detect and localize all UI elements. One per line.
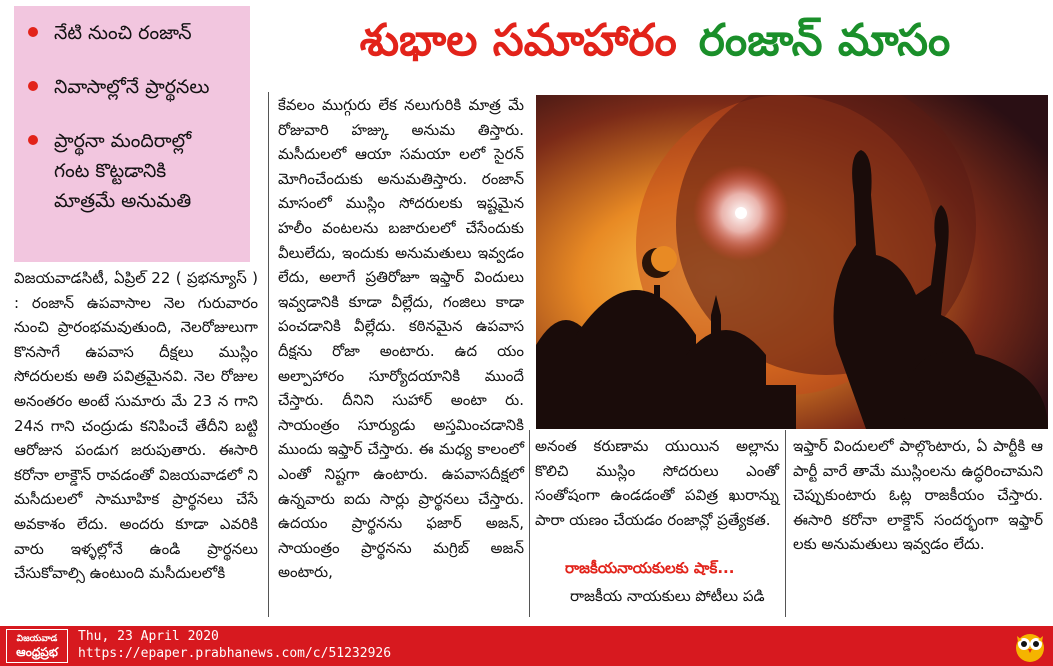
article-column-1 (14, 266, 258, 586)
article-text: విజయవాడసిటీ, ఏప్రిల్ 22 ( ప్రభన్యూస్ ) : రంజాన్ ఉపవాసాల నెల గురువారం నుంచి ప్రారంభమవుతుంది, నెలరోజులుగా కొనసాగే ఉపవాస దీక్షలు ముస్లిం సోదరులకు అతి పవిత్రమైనవి. నెల రోజుల అనంతరం అంటే సుమారు మే 23 న గాని 24న గాని చంద్రుడు కనిపించే తేదీని బట్టి ఆరోజున పండుగ జరుపుతారు. ఈసారి కరోనా లాక్డౌన్ రావడంతో విజయవాడలో ని మసీదులలో సామూహిక ప్రార్థనలు చేసే అవకాశం లేదు. అందరు కూడా ఎవరికి వారు ఇళ్ళల్లోనే ఉండి ప్రార్థనలు చేసుకోవాల్సి ఉంటుంది మసీదులలోకి (14, 269, 258, 583)
headline-part-green: రంజాన్ మాసం (698, 15, 951, 66)
article-column-4 (793, 434, 1043, 557)
article-text: కేవలం ముగ్గురు లేక నలుగురికి మాత్ర మే రోజువారి హజ్కు అనుమ తిస్తారు. మసీదులలో ఆయా సమయా లలో సైరన్ మోగించేందుకు అనుమతిస్తారు. రంజాన్ మాసంలో ముస్లిం సోదరులకు ఇష్టమైన హలీం వంటలను బజారులలో చేసేందుకు వీలులేదు, ఇందుకు అనుమతులు ఇవ్వడం లేదు, అలాగే ప్రతిరోజూ ఇఫ్తార్ విందులు ఇవ్వడానికి కూడా వీల్లేదు, గంజిలు కాడా పంచడానికి వీల్లేదు. కఠినమైన ఉపవాస దీక్షను రోజా అంటారు. ఉద యం అల్పాహారం సూర్యోదయానికి ముందే చేస్తారు. దీనిని సుహార్ అంటా రు. సాయంత్రం సూర్యుడు అస్తమించడానికి ముందు ఇఫ్తార్ చేస్తారు. ఈ మధ్య కాలంలో ఎంతో నిష్టగా ఉంటారు. ఉపవాసదీక్షలో ఉన్నవారు ఐదు సార్లు ప్రార్థనలు చేస్తారు. ఉదయం ప్రార్థనను ఫజార్ అజన్, సాయంత్రం ప్రార్థనను మగ్రిబ్ అజన్ అంటారు, (278, 96, 524, 582)
ramadan-illustration (536, 95, 1048, 429)
highlight-text: ప్రార్థనా మందిరాల్లో గంట కొట్టడానికి మాత్రమే అనుమతి (54, 130, 192, 212)
article-text: రాజకీయ నాయకులు పోటీలు పడి (570, 587, 765, 605)
article-text: అనంత కరుణామ యుయిన అల్లాను కొలిచి ముస్లిం సోదరులు ఎంతో సంతోషంగా ఉండడంతో పవిత్ర ఖురాన్ను పారా యణం చేయడం రంజాన్లో ప్రత్యేకత. (535, 437, 779, 529)
epaper-link[interactable]: https://epaper.prabhanews.com/c/51232926 (78, 646, 392, 661)
headline (262, 6, 1048, 86)
logo-line-2: ఆంధ్రప్రభ (16, 644, 58, 659)
highlight-text: నేటి నుంచి రంజాన్ (54, 22, 192, 44)
footer-bar (0, 626, 1053, 666)
bullet-icon (28, 135, 38, 145)
owl-icon[interactable] (1012, 628, 1048, 664)
article-column-2 (278, 93, 524, 585)
headline-part-red: శుభాల సమాహారం (359, 15, 677, 66)
highlight-item (28, 126, 214, 216)
publish-date: Thu, 23 April 2020 (78, 629, 219, 644)
bullet-icon (28, 81, 38, 91)
column-divider (268, 92, 269, 617)
publisher-logo[interactable] (6, 629, 68, 663)
highlight-item (28, 18, 234, 48)
logo-line-1: విజయవాడ (16, 633, 58, 644)
bullet-icon (28, 27, 38, 37)
highlight-item (28, 72, 234, 102)
highlight-text: నివాసాల్లోనే ప్రార్థనలు (54, 76, 210, 98)
column-divider (529, 430, 530, 617)
highlights-box (14, 6, 250, 262)
article-text: ఇఫ్తార్ విందులలో పాల్గొంటారు, ఏ పార్టీకి ఆ పార్టీ వారే తామే ముస్లింలను ఉద్ధరించామని చెప్పుకుంటారు ఓట్ల రాజకీయం చేస్తారు. ఈసారి కరోనా లాక్డౌన్ సందర్భంగా ఇఫ్తార్ లకు అనుమతులు ఇవ్వడం లేదు. (793, 437, 1043, 554)
article-column-3 (535, 434, 779, 532)
ramadan-photo (536, 95, 1048, 429)
subheading: రాజకీయనాయకులకు షాక్... (565, 559, 735, 577)
column-divider (785, 430, 786, 617)
